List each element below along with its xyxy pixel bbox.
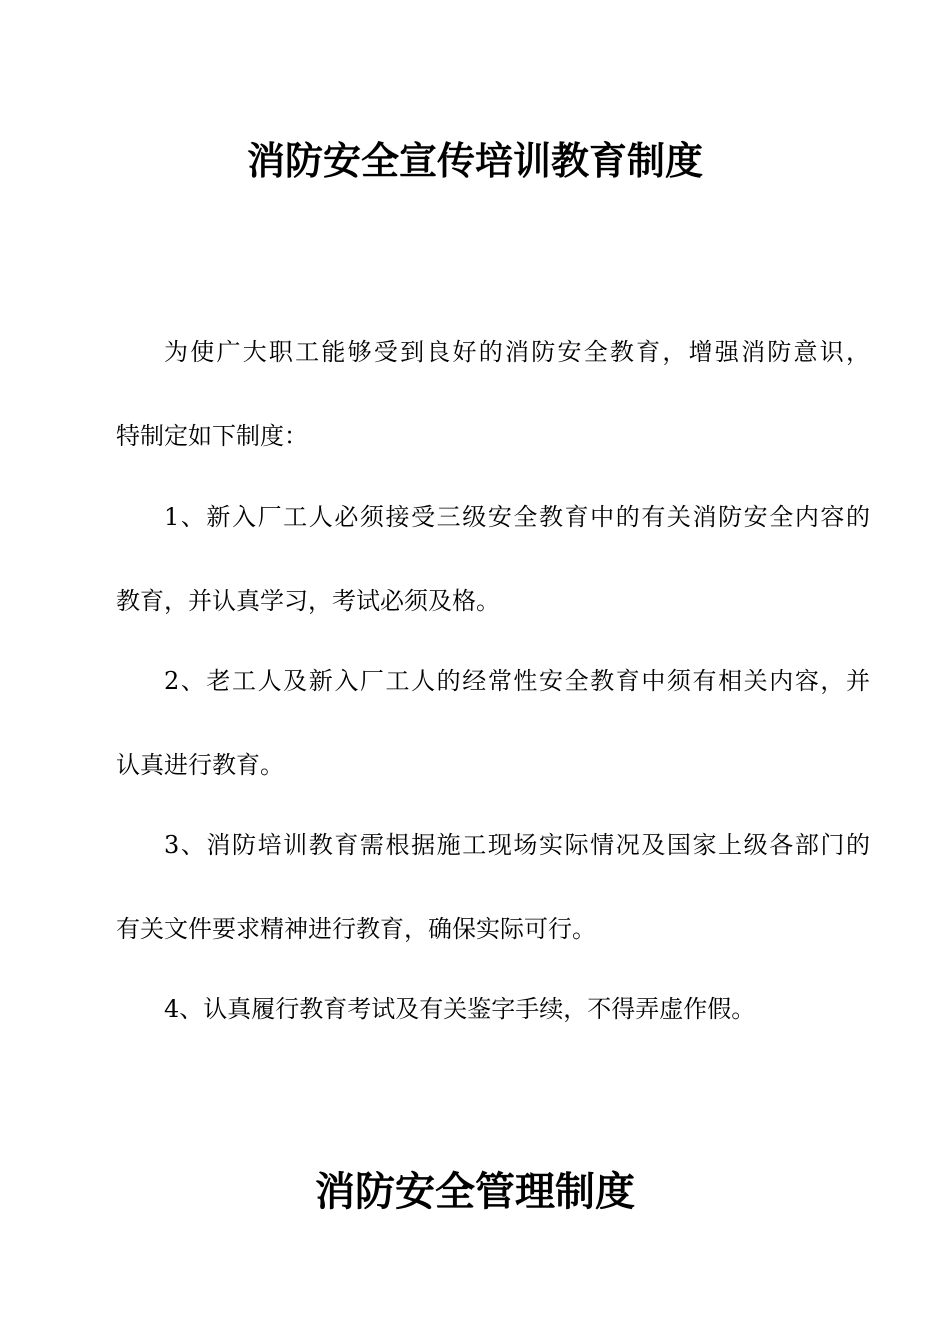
paragraph-intro-line-2: 特制定如下制度： — [116, 422, 308, 450]
rule-3-line-1: 3、消防培训教育需根据施工现场实际情况及国家上级各部门的 — [164, 831, 870, 859]
document-title: 消防安全宣传培训教育制度 — [246, 138, 703, 183]
rule-2-line-2: 认真进行教育。 — [116, 751, 284, 779]
rule-1-line-2: 教育，并认真学习，考试必须及格。 — [116, 587, 500, 615]
rule-3-line-2: 有关文件要求精神进行教育，确保实际可行。 — [116, 915, 596, 943]
rule-2-line-1: 2、老工人及新入厂工人的经常性安全教育中须有相关内容，并 — [164, 667, 870, 695]
paragraph-intro-line-1: 为使广大职工能够受到良好的消防安全教育，增强消防意识， — [164, 338, 870, 366]
rule-1-line-1: 1、新入厂工人必须接受三级安全教育中的有关消防安全内容的 — [164, 503, 870, 531]
next-section-title: 消防安全管理制度 — [315, 1168, 635, 1215]
rule-4-line-1: 4、认真履行教育考试及有关鉴字手续，不得弄虚作假。 — [164, 995, 756, 1023]
